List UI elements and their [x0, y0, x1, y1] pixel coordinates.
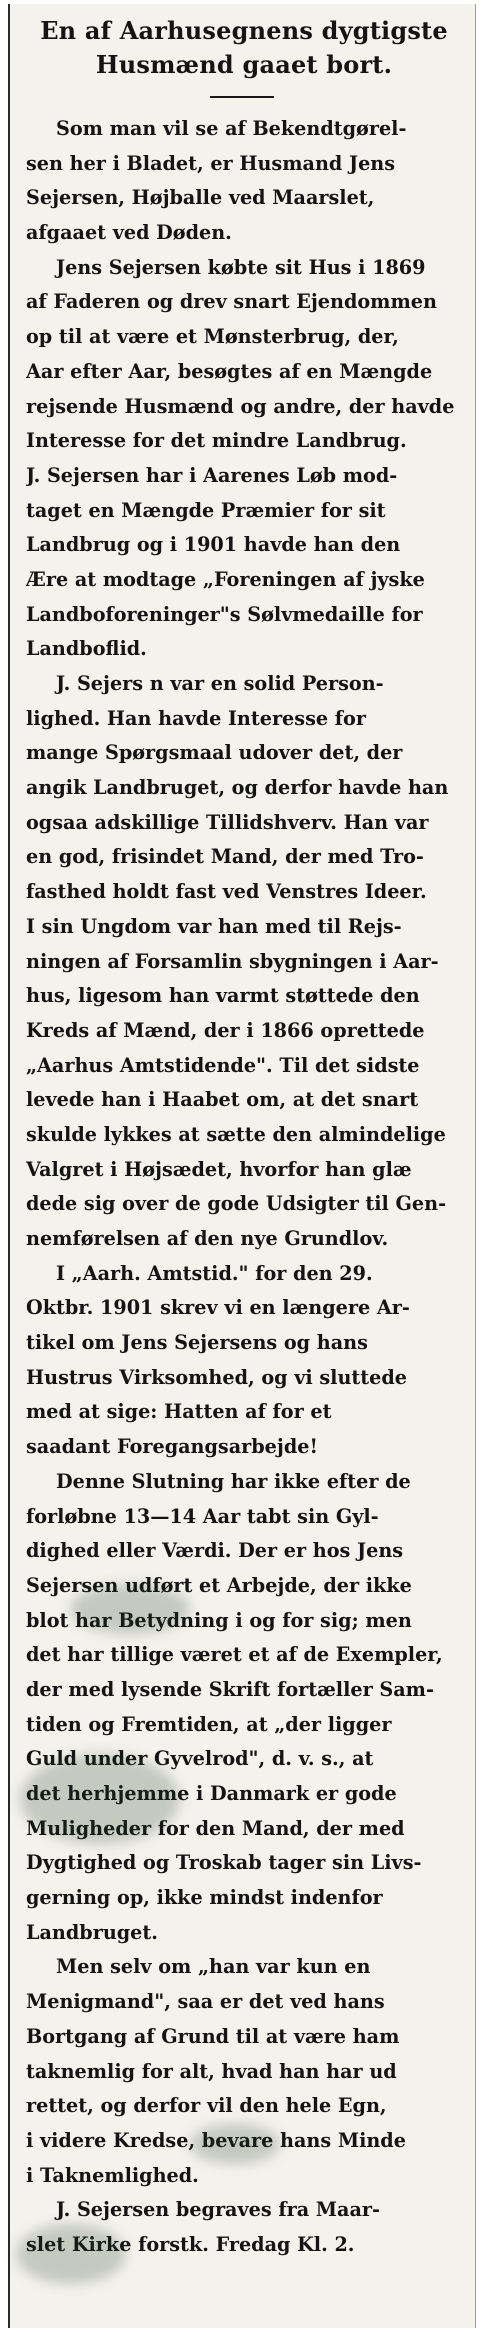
text-line: Valgret i Højsædet, hvorfor han glæ	[26, 1157, 412, 1181]
article-paragraph	[26, 251, 462, 667]
text-line: „Aarhus Amtstidende". Til det sidste	[26, 1053, 420, 1077]
text-line: skulde lykkes at sætte den almindelige	[26, 1122, 446, 1146]
text-line: Sejersen, Højballe ved Maarslet,	[26, 186, 375, 210]
ink-smudge	[190, 2124, 280, 2164]
text-line: nemførelsen af den nye Grundlov.	[26, 1227, 389, 1250]
text-line: hus, ligesom han varmt støttede den	[26, 984, 420, 1008]
text-line: sen her i Bladet, er Husmand Jens	[26, 151, 396, 175]
text-line: Bortgang af Grund til at være ham	[26, 2024, 400, 2048]
text-line: det har tillige været et af de Exempler,	[26, 1643, 443, 1667]
text-line: slet Kirke forstk. Fredag Kl. 2.	[26, 2232, 355, 2256]
text-line: taknemlig for alt, hvad han har ud	[26, 2059, 397, 2083]
text-line: Hustrus Virksomhed, og vi sluttede	[26, 1365, 407, 1389]
text-line: afgaaet ved Døden.	[26, 221, 232, 245]
text-line: J. Sejersen har i Aarenes Løb mod-	[26, 463, 398, 487]
ink-smudge	[16, 2224, 126, 2284]
text-line: I „Aarh. Amtstid." for den 29.	[56, 1261, 373, 1285]
text-line: taget en Mængde Præmier for sit	[26, 498, 386, 522]
text-line: ogsaa adskillige Tillidshverv. Han var	[26, 810, 429, 834]
text-line: Muligheder for den Mand, der med	[26, 1816, 405, 1840]
text-line: rejsende Husmænd og andre, der havde	[26, 394, 455, 418]
text-line: der med lysende Skrift fortæller Sam-	[26, 1677, 434, 1701]
text-line: tiden og Fremtiden, at „der ligger	[26, 1712, 392, 1736]
text-line: levede han i Haabet om, at det snart	[26, 1088, 419, 1112]
text-line: dighed eller Værdi. Der er hos Jens	[26, 1539, 404, 1563]
text-line: Denne Slutning har ikke efter de	[56, 1469, 411, 1493]
text-line: J. Sejersen begraves fra Maar-	[56, 2198, 380, 2222]
text-line: Oktbr. 1901 skrev vi en længere Ar-	[26, 1296, 410, 1320]
ink-smudge	[20, 1754, 180, 1844]
text-line: Menigmand", saa er det ved hans	[26, 1990, 385, 2014]
article-paragraph	[26, 667, 462, 1257]
text-line: J. Sejers n var en solid Person-	[56, 672, 384, 695]
text-line: Som man vil se af Bekendtgørel-	[56, 117, 407, 140]
text-line: gerning op, ikke mindst indenfor	[26, 1886, 383, 1910]
text-line: Interesse for det mindre Landbrug.	[26, 429, 407, 453]
text-line: lighed. Han havde Interesse for	[26, 706, 366, 730]
headline-line: En af Aarhusegnens dygtigste	[40, 16, 448, 45]
text-line: dede sig over de gode Udsigter til Gen-	[26, 1192, 447, 1216]
article-paragraph	[26, 112, 462, 251]
article-body	[26, 112, 462, 2263]
article-paragraph	[26, 1465, 462, 1951]
text-line: Ære at modtage „Foreningen af jyske	[26, 567, 425, 591]
text-line: fasthed holdt fast ved Venstres Ideer.	[26, 880, 427, 904]
text-line: forløbne 13—14 Aar tabt sin Gyl-	[26, 1504, 379, 1528]
text-line: Landboflid.	[26, 637, 147, 661]
text-line: Jens Sejersen købte sit Hus i 1869	[56, 255, 426, 279]
text-line: Sejersen udført et Arbejde, der ikke	[26, 1573, 412, 1597]
article-headline	[10, 14, 478, 82]
text-line: Landboforeninger"s Sølvmedaille for	[26, 602, 423, 626]
text-line: Landbrug og i 1901 havde han den	[26, 533, 401, 557]
headline-divider	[210, 96, 274, 98]
text-line: det herhjemme i Danmark er gode	[26, 1782, 397, 1805]
text-line: tikel om Jens Sejersens og hans	[26, 1331, 368, 1355]
text-line: op til at være et Mønsterbrug, der,	[26, 325, 399, 349]
text-line: Men selv om „han var kun en	[56, 1955, 371, 1979]
text-line: ningen af Forsamlin sbygningen i Aar-	[26, 949, 439, 973]
text-line: i videre Kredse, bevare hans Minde	[26, 2128, 406, 2152]
text-line: mange Spørgsmaal udover det, der	[26, 741, 403, 765]
text-line: i Taknemlighed.	[26, 2163, 199, 2187]
text-line: blot har Betydning i og for sig; men	[26, 1608, 412, 1632]
headline-line: Husmænd gaaet bort.	[95, 50, 393, 79]
text-line: I sin Ungdom var han med til Rejs-	[26, 914, 402, 938]
article-paragraph	[26, 1257, 462, 1465]
text-line: rettet, og derfor vil den hele Egn,	[26, 2094, 387, 2118]
text-line: en god, frisindet Mand, der med Tro-	[26, 845, 424, 869]
text-line: Aar efter Aar, besøgtes af en Mængde	[26, 359, 433, 383]
text-line: Dygtighed og Troskab tager sin Livs-	[26, 1851, 422, 1875]
text-line: med at sige: Hatten af for et	[26, 1400, 332, 1424]
text-line: Kreds af Mænd, der i 1866 oprettede	[26, 1018, 425, 1042]
text-line: af Faderen og drev snart Ejendommen	[26, 290, 437, 314]
ink-smudge	[70, 1584, 190, 1634]
text-line: Guld under Gyvelrod", d. v. s., at	[26, 1747, 374, 1771]
text-line: Landbruget.	[26, 1920, 158, 1944]
newspaper-clipping	[8, 4, 476, 2328]
text-line: angik Landbruget, og derfor havde han	[26, 776, 449, 800]
text-line: saadant Foregangsarbejde!	[26, 1435, 318, 1459]
